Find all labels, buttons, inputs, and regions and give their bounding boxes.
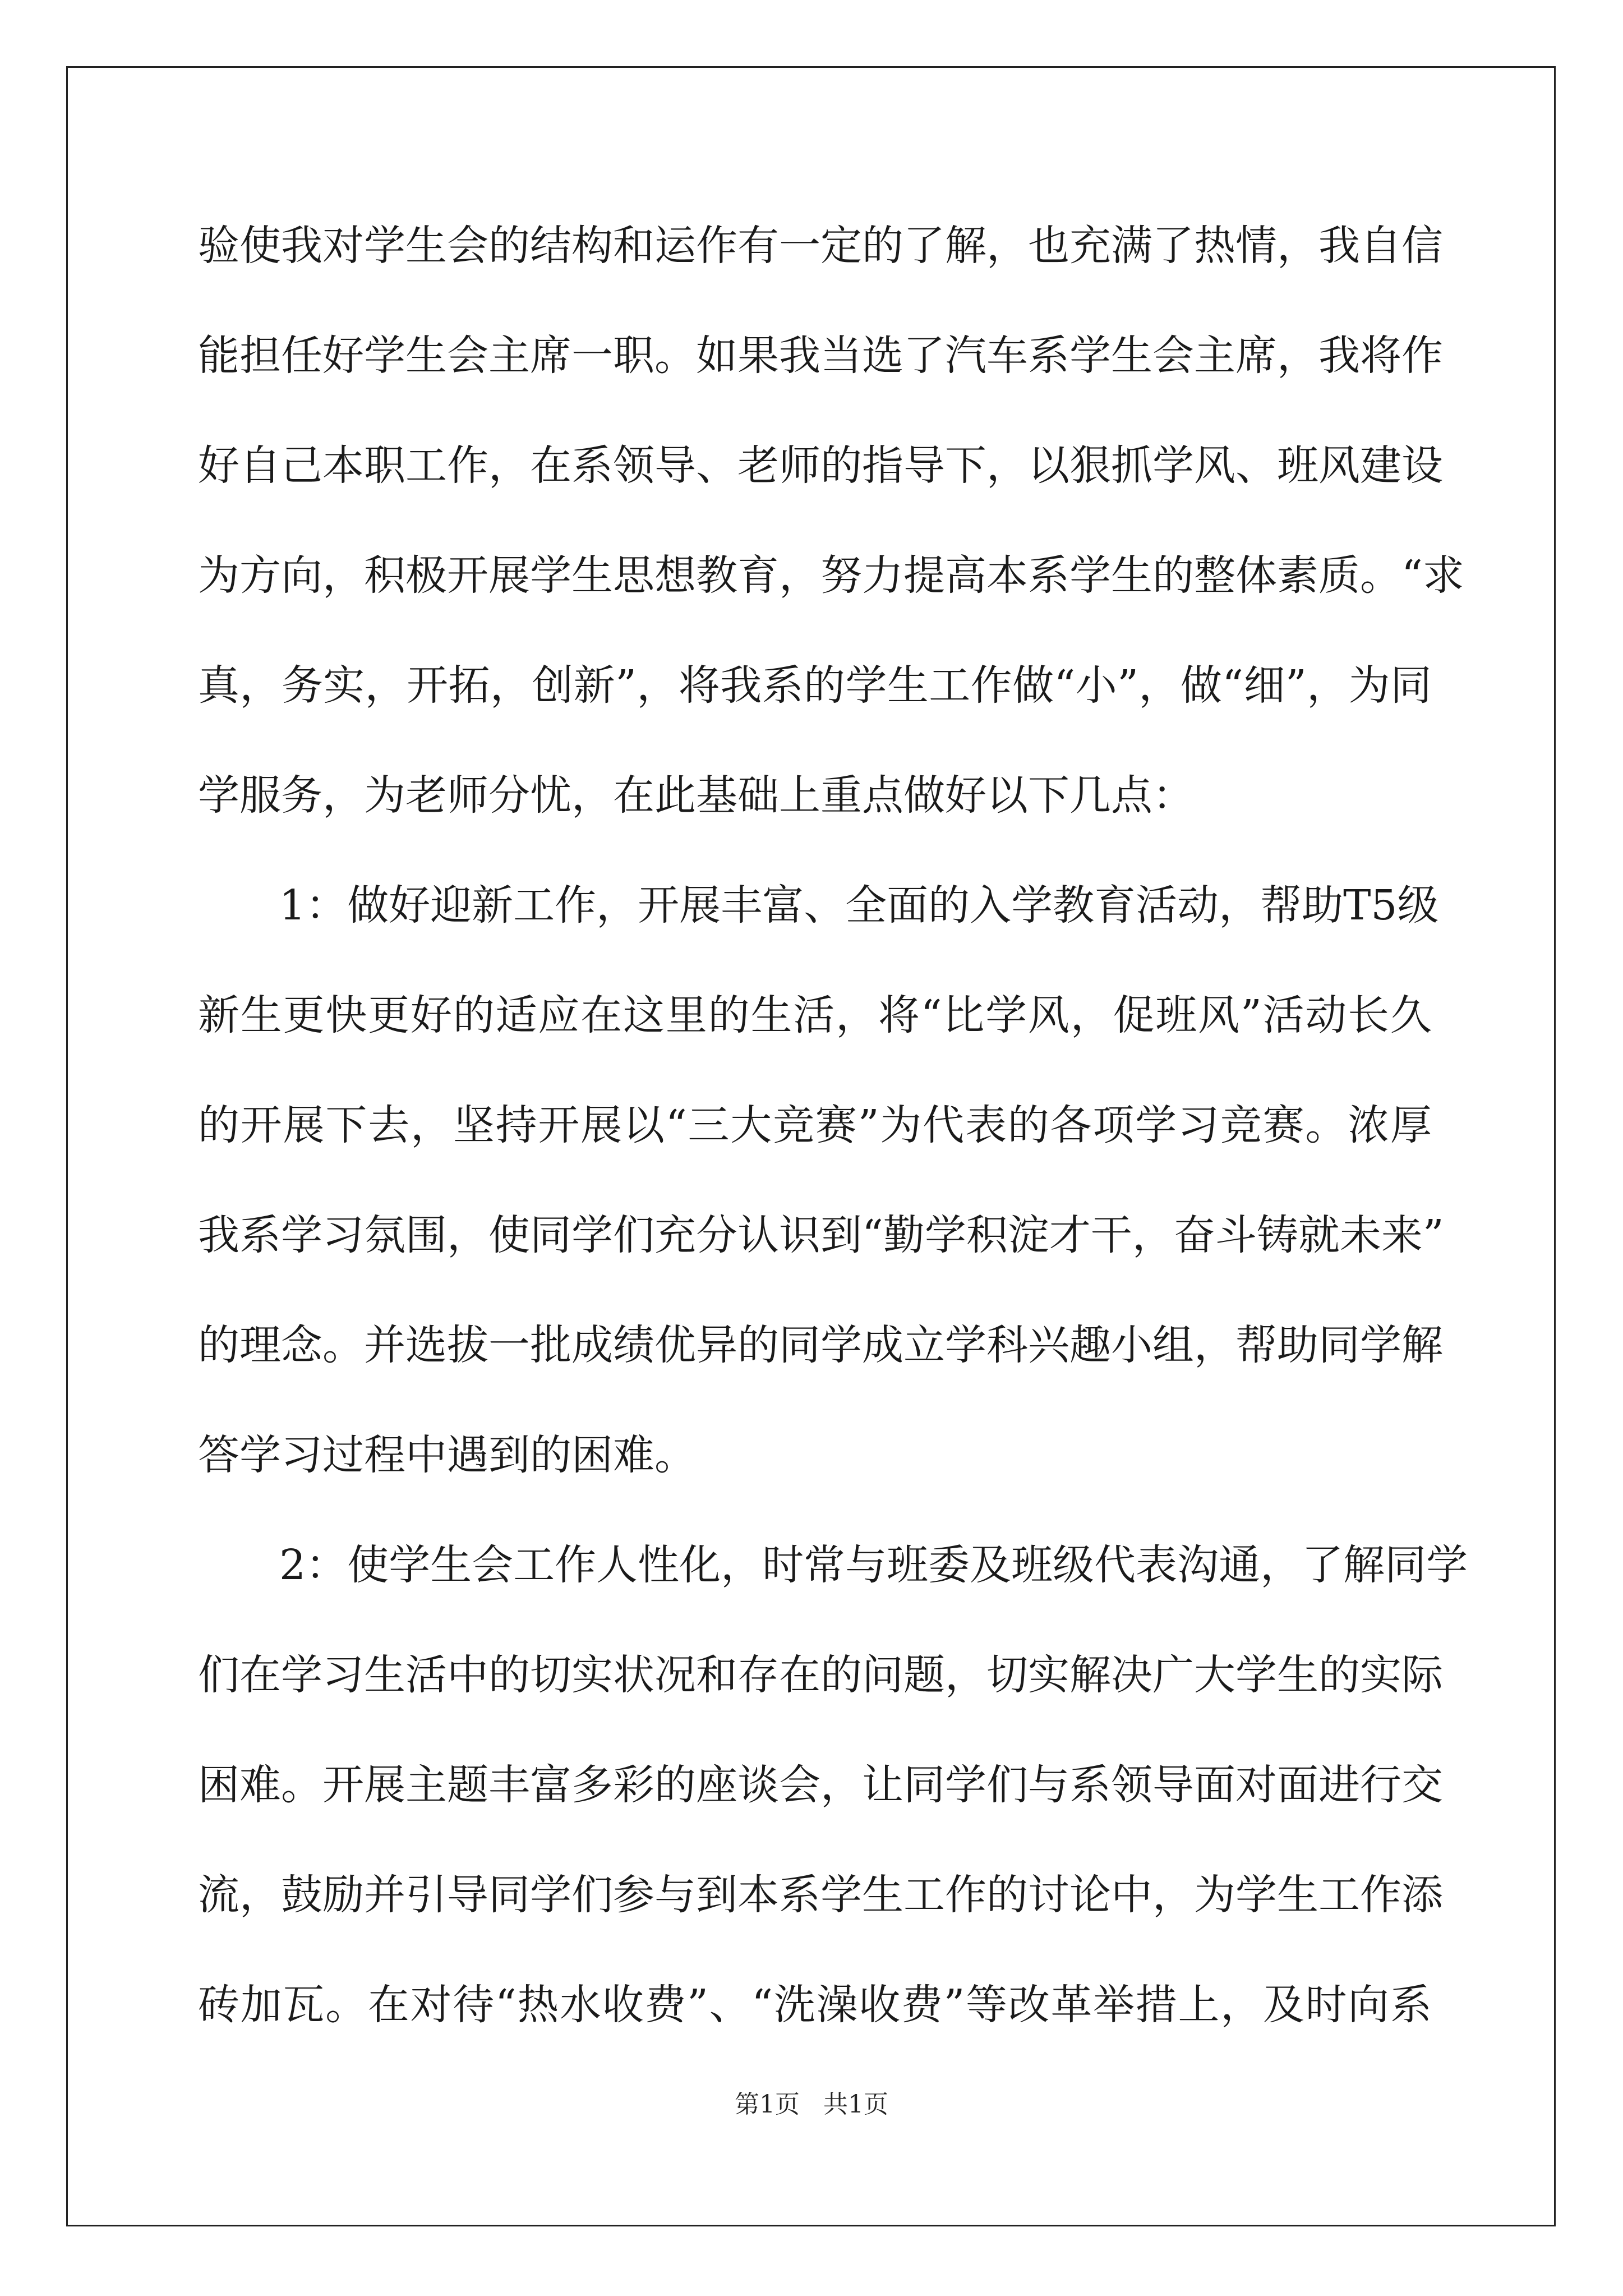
text-line: 好自己本职工作，在系领导、老师的指导下，以狠抓学风、班风建设 bbox=[198, 441, 1443, 490]
text-line: 学服务，为老师分忧，在此基础上重点做好以下几点： bbox=[198, 771, 1194, 820]
text-line: 真，务实，开拓，创新”，将我系的学生工作做“小”，做“细”，为同 bbox=[198, 661, 1432, 710]
text-line: 新生更快更好的适应在这里的生活，将“比学风，促班风”活动长久 bbox=[198, 991, 1432, 1039]
text-line: 验使我对学生会的结构和运作有一定的了解，也充满了热情，我自信 bbox=[198, 222, 1443, 270]
text-line: 流，鼓励并引导同学们参与到本系学生工作的讨论中，为学生工作添 bbox=[198, 1871, 1443, 1919]
text-line: 能担任好学生会主席一职。如果我当选了汽车系学生会主席，我将作 bbox=[198, 332, 1443, 380]
text-line: 1：做好迎新工作，开展丰富、全面的入学教育活动，帮助T5级 bbox=[279, 881, 1439, 930]
text-line: 们在学习生活中的切实状况和存在的问题，切实解决广大学生的实际 bbox=[198, 1651, 1443, 1699]
text-line: 为方向，积极开展学生思想教育，努力提高本系学生的整体素质。“求 bbox=[198, 551, 1464, 600]
page-number: 第1页 bbox=[735, 2090, 800, 2119]
text-line: 答学习过程中遇到的困难。 bbox=[198, 1431, 696, 1479]
text-line: 砖加瓦。在对待“热水收费”、“洗澡收费”等改革举措上，及时向系 bbox=[198, 1981, 1432, 2029]
text-line: 的开展下去，坚持开展以“三大竞赛”为代表的各项学习竞赛。浓厚 bbox=[198, 1101, 1432, 1149]
text-line: 2：使学生会工作人性化，时常与班委及班级代表沟通，了解同学 bbox=[279, 1541, 1468, 1589]
page-total: 共1页 bbox=[823, 2090, 888, 2119]
page-footer bbox=[0, 2088, 1623, 2122]
text-line: 困难。开展主题丰富多彩的座谈会，让同学们与系领导面对面进行交 bbox=[198, 1761, 1443, 1809]
text-line: 我系学习氛围，使同学们充分认识到“勤学积淀才干，奋斗铸就未来” bbox=[198, 1211, 1444, 1259]
text-line: 的理念。并选拔一批成绩优异的同学成立学科兴趣小组，帮助同学解 bbox=[198, 1321, 1443, 1369]
